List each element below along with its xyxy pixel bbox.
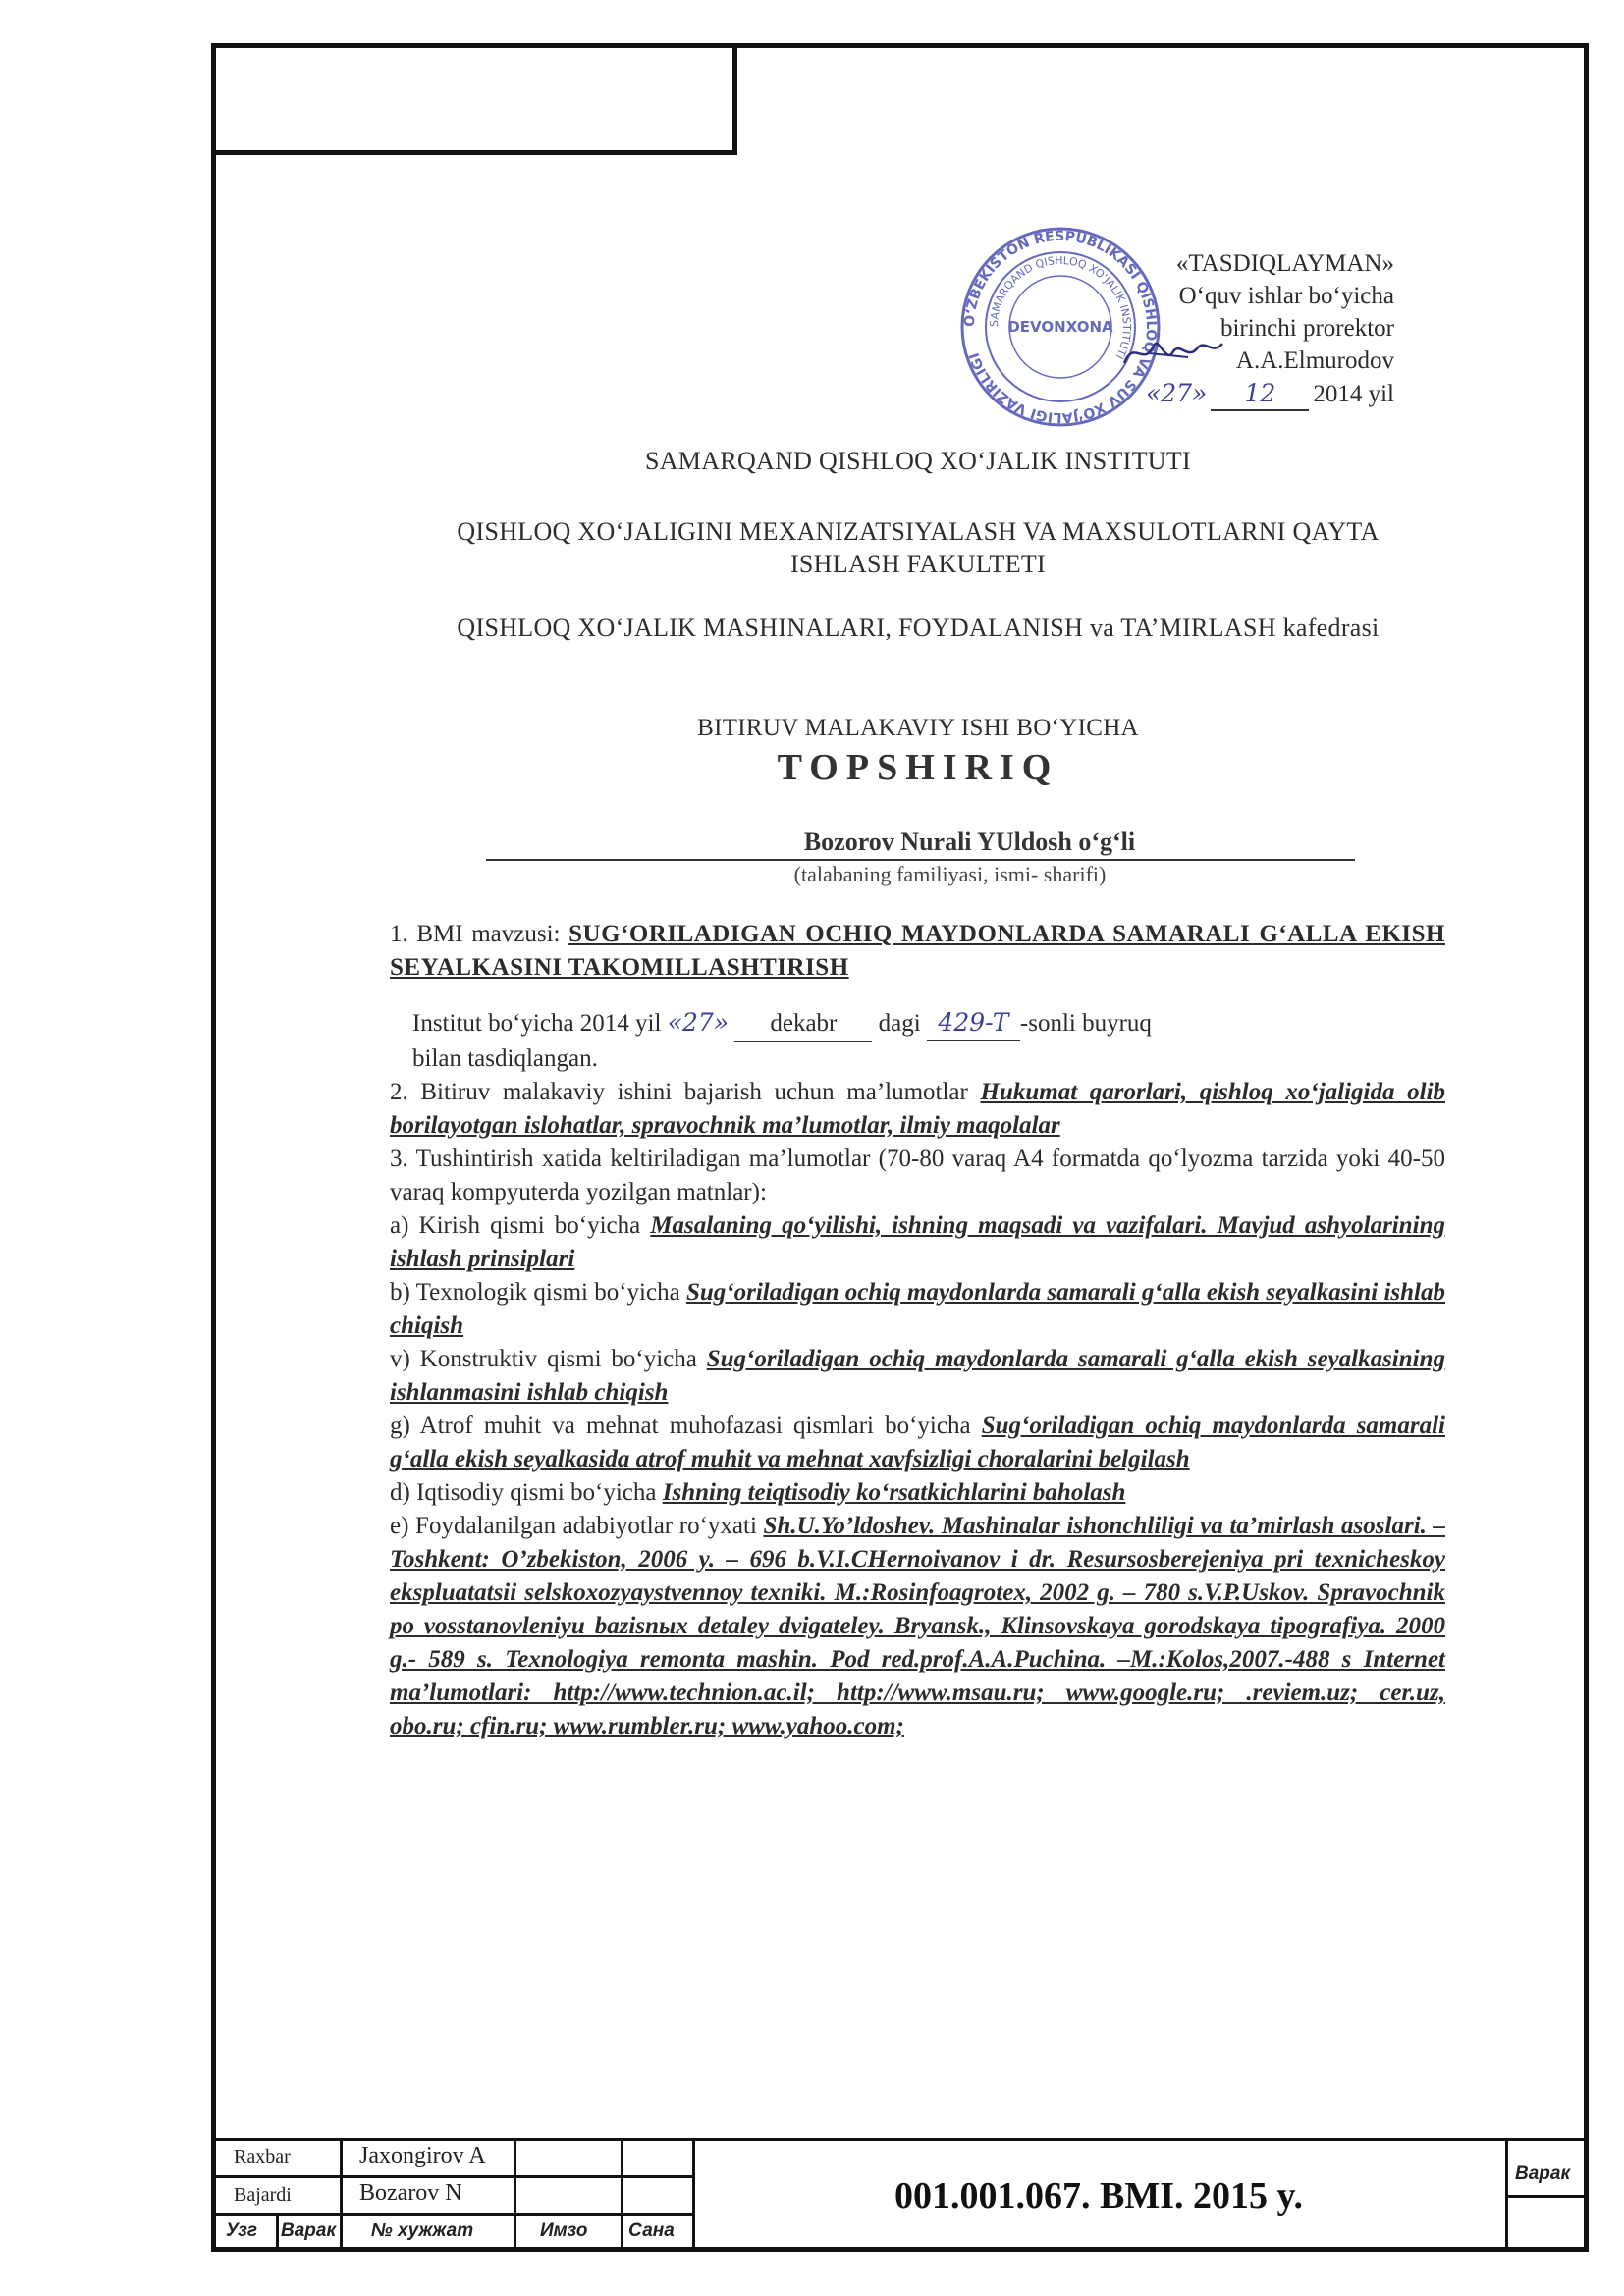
title-block-col-divider-6 bbox=[276, 2213, 279, 2248]
item-a-label: a) Kirish qismi bo‘yicha bbox=[390, 1212, 641, 1239]
topic-label: 1. BMI mavzusi: bbox=[390, 921, 561, 947]
item-g-label: g) Atrof muhit va mehnat muhofazasi qismlari bo‘yicha bbox=[390, 1413, 971, 1439]
approval-date-day: «27» bbox=[1145, 379, 1208, 407]
corner-stamp-box bbox=[211, 43, 737, 155]
title-block-col-divider-2 bbox=[514, 2138, 516, 2248]
approval-block bbox=[1080, 247, 1394, 411]
order-line-2: bilan tasdiqlangan. bbox=[412, 1045, 598, 1072]
item-v bbox=[390, 1343, 1445, 1410]
item-a-value: Masalaning qo‘yilishi, ishning maqsadi va vazifalari. Mavjud ashyolarining ishlash prinsiplari bbox=[390, 1212, 1446, 1272]
item-v-label: v) Konstruktiv qismi bo‘yicha bbox=[390, 1346, 697, 1372]
item-d-value: Ishning teiqtisodiy ko‘rsatkichlarini baholash bbox=[662, 1479, 1126, 1506]
sources-value: Hukumat qarorlari, qishloq xo‘jaligida olib borilayotgan islohatlar, spravochnik ma’lumotlar, ilmiy maqolalar bbox=[390, 1079, 1446, 1139]
col-document-label: № хужжат bbox=[371, 2220, 474, 2241]
stamp-inner-text: SAMARQAND QISHLOQ XO‘JALIK INSTITUTI bbox=[987, 253, 1134, 362]
order-reference bbox=[390, 1006, 1445, 1042]
supervisor-label: Raxbar bbox=[234, 2146, 291, 2167]
approval-year: 2014 yil bbox=[1313, 381, 1394, 407]
content-intro: 3. Tushintirish xatida keltiriladigan ma’lumotlar (70-80 varaq A4 formatda qo‘lyozma tarzida yoki 40-50 varaq kompyuterda yozilgan matnlar): bbox=[390, 1146, 1445, 1205]
student-name-caption: (talabaning familiyasi, ismi- sharifi) bbox=[793, 862, 1107, 886]
item-d-label: d) Iqtisodiy qismi bo‘yicha bbox=[390, 1479, 657, 1506]
approval-signatory: A.A.Elmurodov bbox=[1235, 347, 1394, 374]
title-block-col-divider-3 bbox=[621, 2138, 623, 2248]
col-sheet-label: Варак bbox=[281, 2220, 337, 2241]
performer-name: Bozarov N bbox=[359, 2180, 462, 2206]
document-code: 001.001.067. BMI. 2015 y. bbox=[894, 2175, 1303, 2216]
faculty-name bbox=[353, 515, 1483, 580]
item-topic bbox=[390, 918, 1445, 985]
item-e-label: e) Foydalanilgan adabiyotlar ro‘yxati bbox=[390, 1513, 757, 1539]
item-b-label: b) Texnologik qismi bo‘yicha bbox=[390, 1279, 680, 1306]
order-post: -sonli buyruq bbox=[1019, 1010, 1152, 1037]
order-number: 429-T bbox=[927, 1006, 1020, 1041]
item-g-value: Sug‘oriladigan ochiq maydonlarda samarali g‘alla ekish seyalkasida atrof muhit va mehnat xavfsizligi choralarini belgilash bbox=[390, 1413, 1446, 1472]
title-block-col-divider-1 bbox=[340, 2138, 343, 2248]
order-month: dekabr bbox=[734, 1007, 872, 1042]
stamp-center-text: DEVONXONA bbox=[1007, 318, 1113, 336]
title-block-top-border bbox=[216, 2138, 1584, 2141]
item-v-value: Sug‘oriladigan ochiq maydonlarda samarali g‘alla ekish seyalkasining ishlanmasini ishlab chiqish bbox=[390, 1346, 1446, 1406]
item-d bbox=[390, 1476, 1445, 1510]
approval-line-role: birinchi prorektor bbox=[1219, 315, 1394, 342]
col-date-label: Сана bbox=[628, 2220, 675, 2241]
faculty-line-2: ISHLASH FAKULTETI bbox=[789, 550, 1047, 578]
item-g bbox=[390, 1410, 1445, 1476]
document-title: TOPSHIRIQ bbox=[777, 747, 1059, 788]
approval-date bbox=[1080, 377, 1394, 411]
order-pre: Institut bo‘yicha 2014 yil bbox=[412, 1010, 662, 1037]
order-mid: dagi bbox=[878, 1010, 921, 1037]
sheet-number-label: Варак bbox=[1515, 2163, 1571, 2184]
approval-line-position: O‘quv ishlar bo‘yicha bbox=[1178, 283, 1394, 309]
approval-date-month: 12 bbox=[1211, 377, 1309, 411]
stamp-outer-text: O‘ZBEKISTON RESPUBLIKASI QISHLOQ VA SUV XO‘JALIGI VAZIRLIGI bbox=[961, 228, 1160, 426]
chair-name: QISHLOQ XO‘JALIK MASHINALARI, FOYDALANISH va TA’MIRLASH kafedrasi bbox=[457, 614, 1380, 642]
work-type: BITIRUV MALAKAVIY ISHI BO‘YICHA bbox=[697, 715, 1139, 741]
item-sources bbox=[390, 1076, 1445, 1143]
institute-name: SAMARQAND QISHLOQ XO‘JALIK INSTITUTI bbox=[644, 447, 1192, 475]
col-signature-label: Имзо bbox=[540, 2220, 588, 2241]
col-change-label: Узг bbox=[226, 2220, 257, 2241]
assignment-body bbox=[390, 918, 1445, 1743]
item-e-value: Sh.U.Yo’ldoshev. Mashinalar ishonchliligi va ta’mirlash asoslari. – Toshkent: O’zbekiston, 2006 y. – 696 b.V.I.CHernoivanov i dr. Resursosberejeniya pri texnicheskoy ekspluatatsii selskoxozyaystvennoy texniki. M.:Rosinfoagrotex, 2002 g. – 780 s.V.P.Uskov. Spravochnik po vosstanovleniyu bazisnых detaley dvigateley. Bryansk., Klinsovskaya gorodskaya tipografiya. 2000 g.- 589 s. Texnologiya remonta mashin. Pod red.prof.A.A.Puchina. –M.:Kolos,2007.-488 s Internet ma’lumotlari: http://www.technion.ac.il; http://www.msau.ru; www.google.ru; .reviem.uz; cer.uz, obo.ru; cfin.ru; www.rumbler.ru; www.yahoo.com; bbox=[390, 1513, 1446, 1739]
item-a bbox=[390, 1209, 1445, 1276]
item-b bbox=[390, 1276, 1445, 1343]
order-day: «27» bbox=[667, 1008, 730, 1037]
student-name: Bozorov Nurali YUldosh o‘g‘li bbox=[486, 828, 1355, 861]
sources-label: 2. Bitiruv malakaviy ishini bajarish uchun ma’lumotlar bbox=[390, 1079, 968, 1105]
item-b-value: Sug‘oriladigan ochiq maydonlarda samarali g‘alla ekish seyalkasini ishlab chiqish bbox=[390, 1279, 1446, 1339]
topic-value: SUG‘ORILADIGAN OCHIQ MAYDONLARDA SAMARALI G‘ALLA EKISH SEYALKASINI TAKOMILLASHTIRISH bbox=[390, 921, 1445, 981]
title-block-sheet-divider bbox=[1505, 2195, 1584, 2198]
signature-icon bbox=[1119, 334, 1227, 373]
title-block-col-divider-5 bbox=[1505, 2138, 1508, 2248]
item-e bbox=[390, 1510, 1445, 1743]
performer-label: Bajardi bbox=[234, 2184, 292, 2206]
supervisor-name: Jaxongirov A bbox=[359, 2143, 486, 2168]
faculty-line-1: QISHLOQ XO‘JALIGINI MEXANIZATSIYALASH VA MAXSULOTLARNI QAYTA bbox=[457, 517, 1380, 546]
approval-title: «TASDIQLAYMAN» bbox=[1175, 250, 1394, 277]
